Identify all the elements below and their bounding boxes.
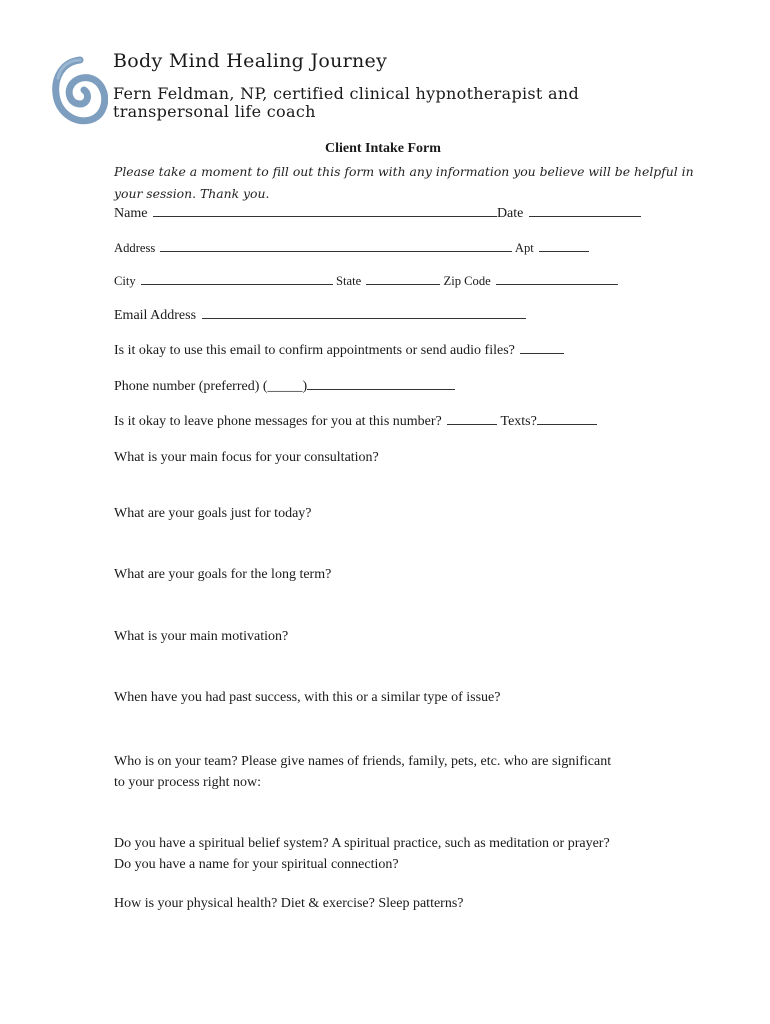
subtitle xyxy=(113,85,579,121)
date-label: Date xyxy=(496,206,524,221)
email-label: Email Address xyxy=(114,308,197,323)
question-main-focus: What is your main focus for your consultation? xyxy=(114,450,379,465)
phone-label: Phone number (preferred) xyxy=(114,379,260,394)
email-consent-row xyxy=(114,342,564,359)
texts-label: Texts? xyxy=(500,414,537,429)
city-label: City xyxy=(114,274,136,288)
email-row xyxy=(114,307,526,324)
question-motivation: What is your main motivation? xyxy=(114,629,289,644)
question-team-line-2: to your process right now: xyxy=(114,775,261,790)
email-field[interactable] xyxy=(202,307,526,319)
address-field[interactable] xyxy=(160,240,512,252)
phone-area-code[interactable]: (_____) xyxy=(262,379,308,394)
phone-field[interactable] xyxy=(307,378,455,390)
question-past-success: When have you had past success, with this or a similar type of issue? xyxy=(114,690,501,705)
question-spiritual xyxy=(114,833,674,875)
question-spiritual-line-2: Do you have a name for your spiritual connection? xyxy=(114,857,399,872)
phone-row xyxy=(114,378,455,395)
phone-consent-row xyxy=(114,413,597,430)
form-title: Client Intake Form xyxy=(325,141,441,156)
name-row xyxy=(114,205,641,222)
question-physical-health: How is your physical health? Diet & exercise? Sleep patterns? xyxy=(114,896,464,911)
state-label: State xyxy=(336,274,362,288)
question-spiritual-line-1: Do you have a spiritual belief system? A spiritual practice, such as meditation or prayer? xyxy=(114,836,610,851)
question-goals-today: What are your goals just for today? xyxy=(114,506,312,521)
city-field[interactable] xyxy=(141,273,333,285)
subtitle-line-1: Fern Feldman, NP, certified clinical hypnotherapist and xyxy=(113,84,580,103)
name-field[interactable] xyxy=(153,205,497,217)
city-row xyxy=(114,273,618,289)
apt-label: Apt xyxy=(514,241,534,255)
spiral-logo-icon xyxy=(50,54,108,128)
address-label: Address xyxy=(114,241,156,255)
zip-field[interactable] xyxy=(496,273,618,285)
apt-field[interactable] xyxy=(539,240,589,252)
email-consent-field[interactable] xyxy=(520,342,564,354)
date-field[interactable] xyxy=(529,205,641,217)
form-intro: Please take a moment to fill out this form with any information you believe will be helpful in your session. Thank you. xyxy=(114,164,694,201)
phone-consent-field[interactable] xyxy=(447,413,497,425)
zip-label: Zip Code xyxy=(443,274,491,288)
state-field[interactable] xyxy=(366,273,440,285)
question-team xyxy=(114,751,674,793)
address-row xyxy=(114,240,589,256)
question-goals-long-term: What are your goals for the long term? xyxy=(114,567,332,582)
name-label: Name xyxy=(114,206,148,221)
brand-title: Body Mind Healing Journey xyxy=(113,50,388,72)
phone-consent-label: Is it okay to leave phone messages for you at this number? xyxy=(114,414,442,429)
subtitle-line-2: transpersonal life coach xyxy=(113,102,316,121)
texts-field[interactable] xyxy=(537,413,597,425)
email-consent-label: Is it okay to use this email to confirm appointments or send audio files? xyxy=(114,343,515,358)
question-team-line-1: Who is on your team? Please give names of friends, family, pets, etc. who are significant xyxy=(114,754,612,769)
